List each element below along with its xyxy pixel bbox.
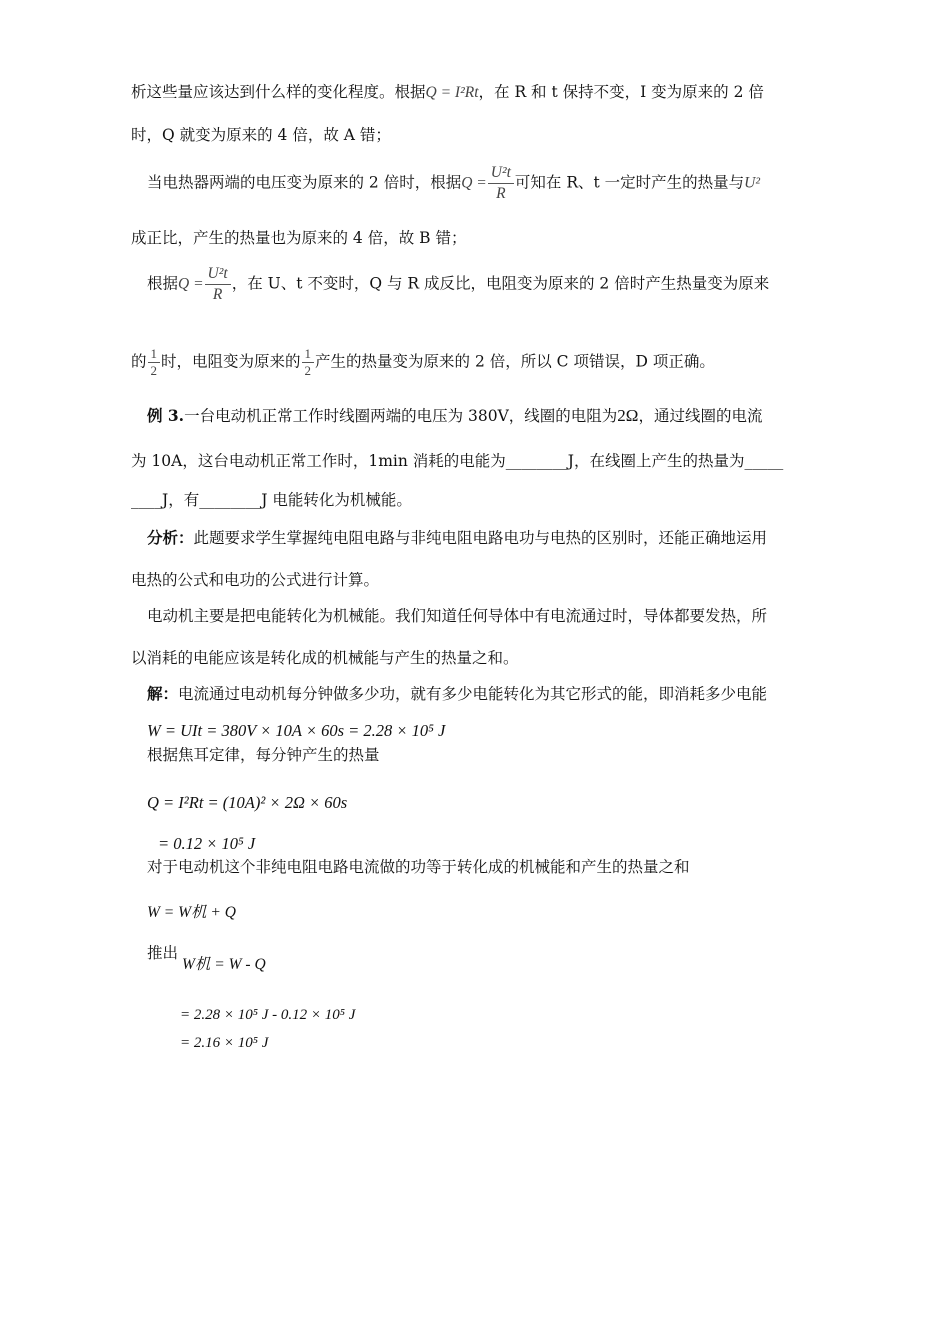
equation-w-uit: W = UIt = 380V × 10A × 60s = 2.28 × 10⁵ J: [147, 721, 446, 740]
equation-w-mech: W机 = W - Q: [182, 956, 266, 973]
example-3-line: 为 10A，这台电动机正常工作时，1min 消耗的电能为________J，在线圈上产生的热量为_____: [131, 452, 784, 470]
example-label: 例 3.: [147, 406, 185, 425]
fraction-u2t-over-r: [488, 163, 514, 204]
analysis-line: 电热的公式和电功的公式进行计算。: [131, 571, 380, 589]
equation-result-2: = 2.16 × 10⁵ J: [180, 1035, 269, 1051]
text: ，在 R 和 t 保持不变，I 变为原来的 2 倍: [478, 83, 764, 101]
text: 电流通过电动机每分钟做多少功，就有多少电能转化为其它形式的能，即消耗多少电能: [178, 685, 768, 703]
equation-q-result: = 0.12 × 10⁵ J: [158, 834, 256, 853]
paragraph-line: [131, 346, 715, 379]
formula-ohm: 2Ω: [617, 406, 639, 425]
solution-line: 根据焦耳定律，每分钟产生的热量: [147, 746, 380, 764]
text: 可知在 R、t 一定时产生的热量与: [514, 173, 745, 192]
example-3-line: ____J，有________J 电能转化为机械能。: [131, 491, 412, 509]
text: 此题要求学生掌握纯电阻电路与非纯电阻电路电功与电热的区别时，还能正确地运用: [193, 529, 768, 547]
analysis-line: 电动机主要是把电能转化为机械能。我们知道任何导体中有电流通过时，导体都要发热，所: [147, 607, 768, 625]
denominator: R: [496, 185, 506, 202]
text: ，在 U、t 不变时，Q 与 R 成反比，电阻变为原来的 2 倍时产生热量变为原来: [231, 274, 770, 293]
text: 产生的热量变为原来的 2 倍，所以 C 项错误，D 项正确。: [315, 352, 715, 371]
analysis-line: [147, 528, 767, 548]
denominator: 2: [304, 363, 312, 378]
formula-u2: U²: [744, 174, 761, 192]
paragraph-line: [147, 163, 760, 204]
solution-line: 推出: [147, 944, 179, 962]
fraction-u2t-over-r: [205, 264, 231, 305]
text: 根据: [147, 274, 179, 293]
fraction-one-half: [148, 346, 161, 379]
solution-line: 对于电动机这个非纯电阻电路电流做的功等于转化成的机械能和产生的热量之和: [147, 858, 690, 876]
numerator: U²t: [488, 163, 514, 184]
equation-result-1: = 2.28 × 10⁵ J - 0.12 × 10⁵ J: [180, 1007, 356, 1023]
numerator: U²t: [205, 264, 231, 285]
denominator: R: [212, 286, 223, 303]
text: 时，电阻变为原来的: [161, 352, 301, 371]
analysis-line: 以消耗的电能应该是转化成的机械能与产生的热量之和。: [131, 649, 519, 667]
paragraph-line: [131, 82, 764, 103]
formula-q-eq: Q =: [461, 174, 487, 192]
paragraph-line: 成正比，产生的热量也为原来的 4 倍，故 B 错；: [131, 229, 467, 247]
text: ，通过线圈的电流: [638, 407, 763, 425]
solution-label: 解：: [147, 684, 179, 703]
equation-w-sum: W = W机 + Q: [147, 904, 236, 921]
numerator: 1: [302, 346, 315, 363]
equation-q-i2rt: Q = I²Rt = (10A)² × 2Ω × 60s: [147, 793, 348, 812]
numerator: 1: [148, 346, 161, 363]
formula-q-i2rt: Q = I²Rt: [425, 84, 479, 101]
example-3-line: [147, 406, 762, 426]
denominator: 2: [150, 363, 158, 378]
solution-line: [147, 684, 767, 704]
text: 当电热器两端的电压变为原来的 2 倍时，根据: [147, 173, 462, 192]
formula-q-eq: Q =: [178, 275, 204, 293]
text: 的: [131, 352, 147, 371]
text: 析这些量应该达到什么样的变化程度。根据: [131, 83, 426, 101]
paragraph-line: [147, 264, 769, 305]
text: 一台电动机正常工作时线圈两端的电压为 380V，线圈的电阻为: [184, 407, 618, 425]
fraction-one-half: [302, 346, 315, 379]
paragraph-line: 时，Q 就变为原来的 4 倍，故 A 错；: [131, 126, 391, 144]
analysis-label: 分析：: [147, 528, 194, 547]
